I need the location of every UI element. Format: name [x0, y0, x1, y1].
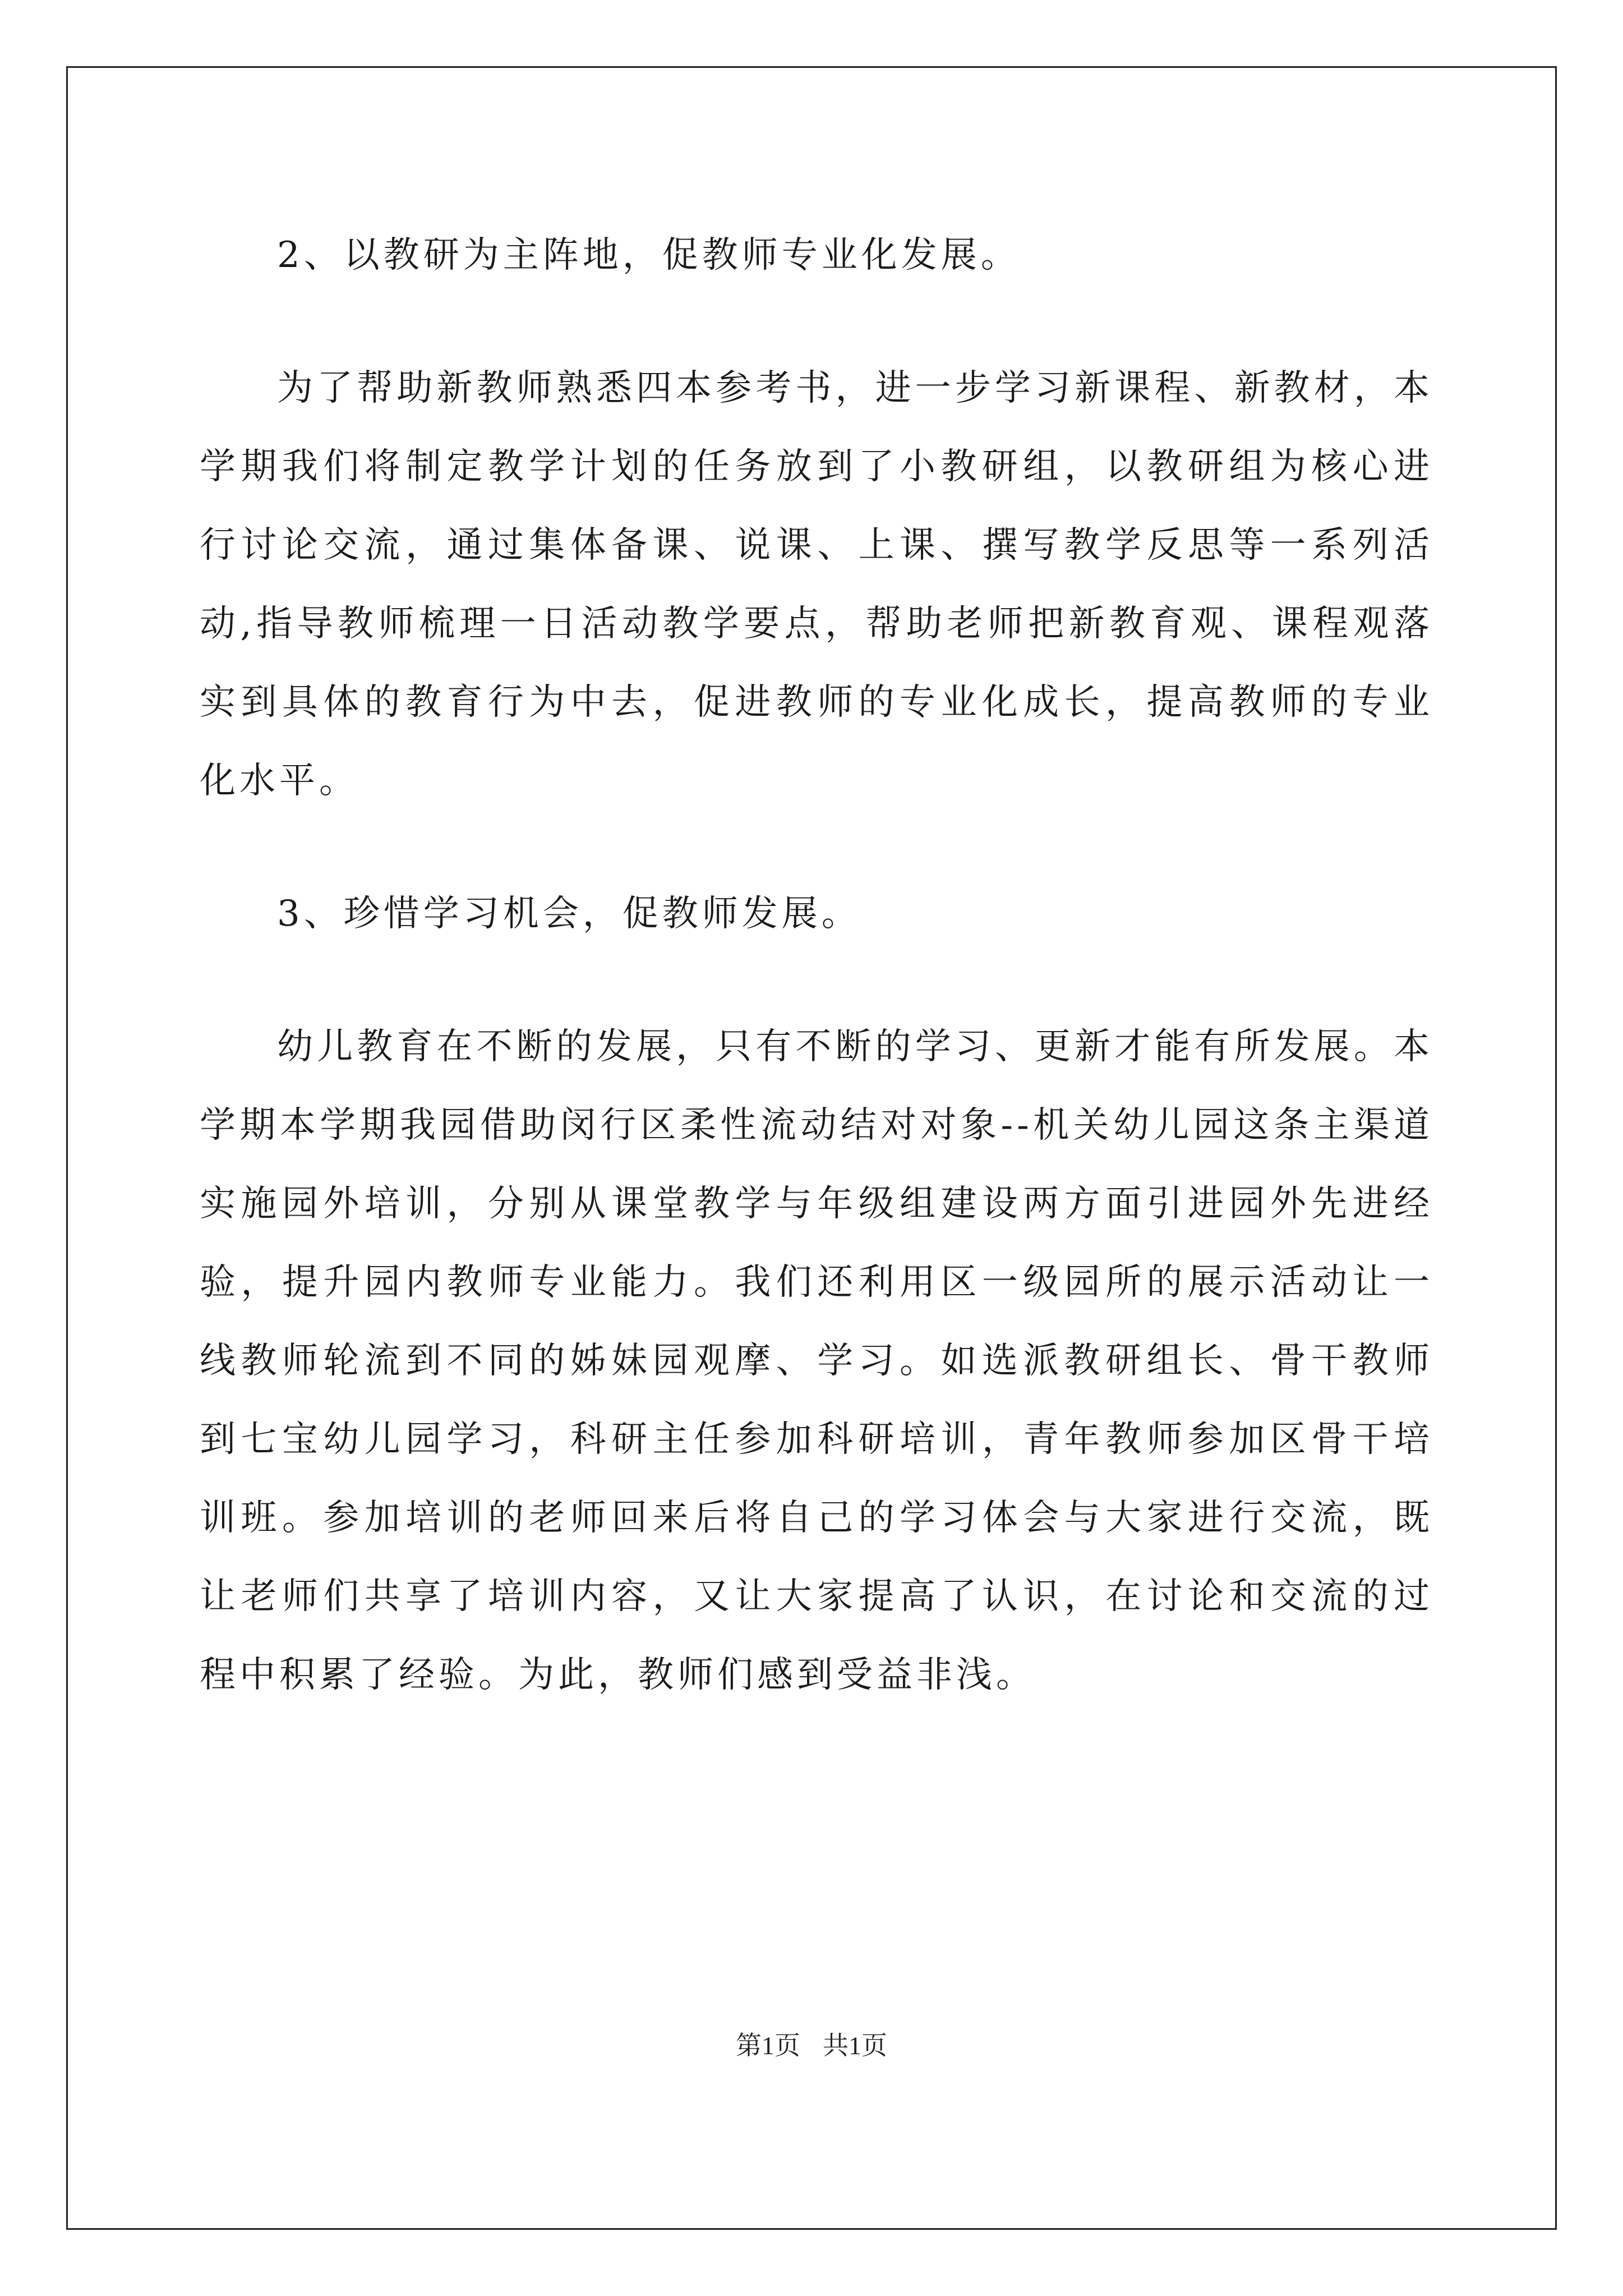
- paragraph-teaching-research: 为了帮助新教师熟悉四本参考书，进一步学习新课程、新教材，本学期我们将制定教学计划的任务放到了小教研组，以教研组为核心进行讨论交流，通过集体备课、说课、上课、撰写教学反思等一系列活动,指导教师梳理一日活动教学要点，帮助老师把新教育观、课程观落实到具体的教育行为中去，促进教师的专业化成长，提高教师的专业化水平。: [200, 367, 1433, 802]
- page-footer: [0, 2025, 1623, 2062]
- section-heading-3: 3、珍惜学习机会，促教师发展。: [277, 893, 861, 935]
- page-number: 第1页: [736, 2031, 800, 2060]
- document-body: [200, 216, 1433, 1769]
- paragraph-training: 幼儿教育在不断的发展，只有不断的学习、更新才能有所发展。本学期本学期我园借助闵行区柔性流动结对对象--机关幼儿园这条主渠道实施园外培训，分别从课堂教学与年级组建设两方面引进园外先进经验，提升园内教师专业能力。我们还利用区一级园所的展示活动让一线教师轮流到不同的姊妹园观摩、学习。如选派教研组长、骨干教师到七宝幼儿园学习，科研主任参加科研培训，青年教师参加区骨干培训班。参加培训的老师回来后将自己的学习体会与大家进行交流，既让老师们共享了培训内容，又让大家提高了认识，在讨论和交流的过程中积累了经验。为此，教师们感到受益非浅。: [200, 1026, 1433, 1696]
- page-total: 共1页: [823, 2031, 887, 2060]
- section-heading-2: 2、以教研为主阵地，促教师专业化发展。: [277, 234, 1021, 276]
